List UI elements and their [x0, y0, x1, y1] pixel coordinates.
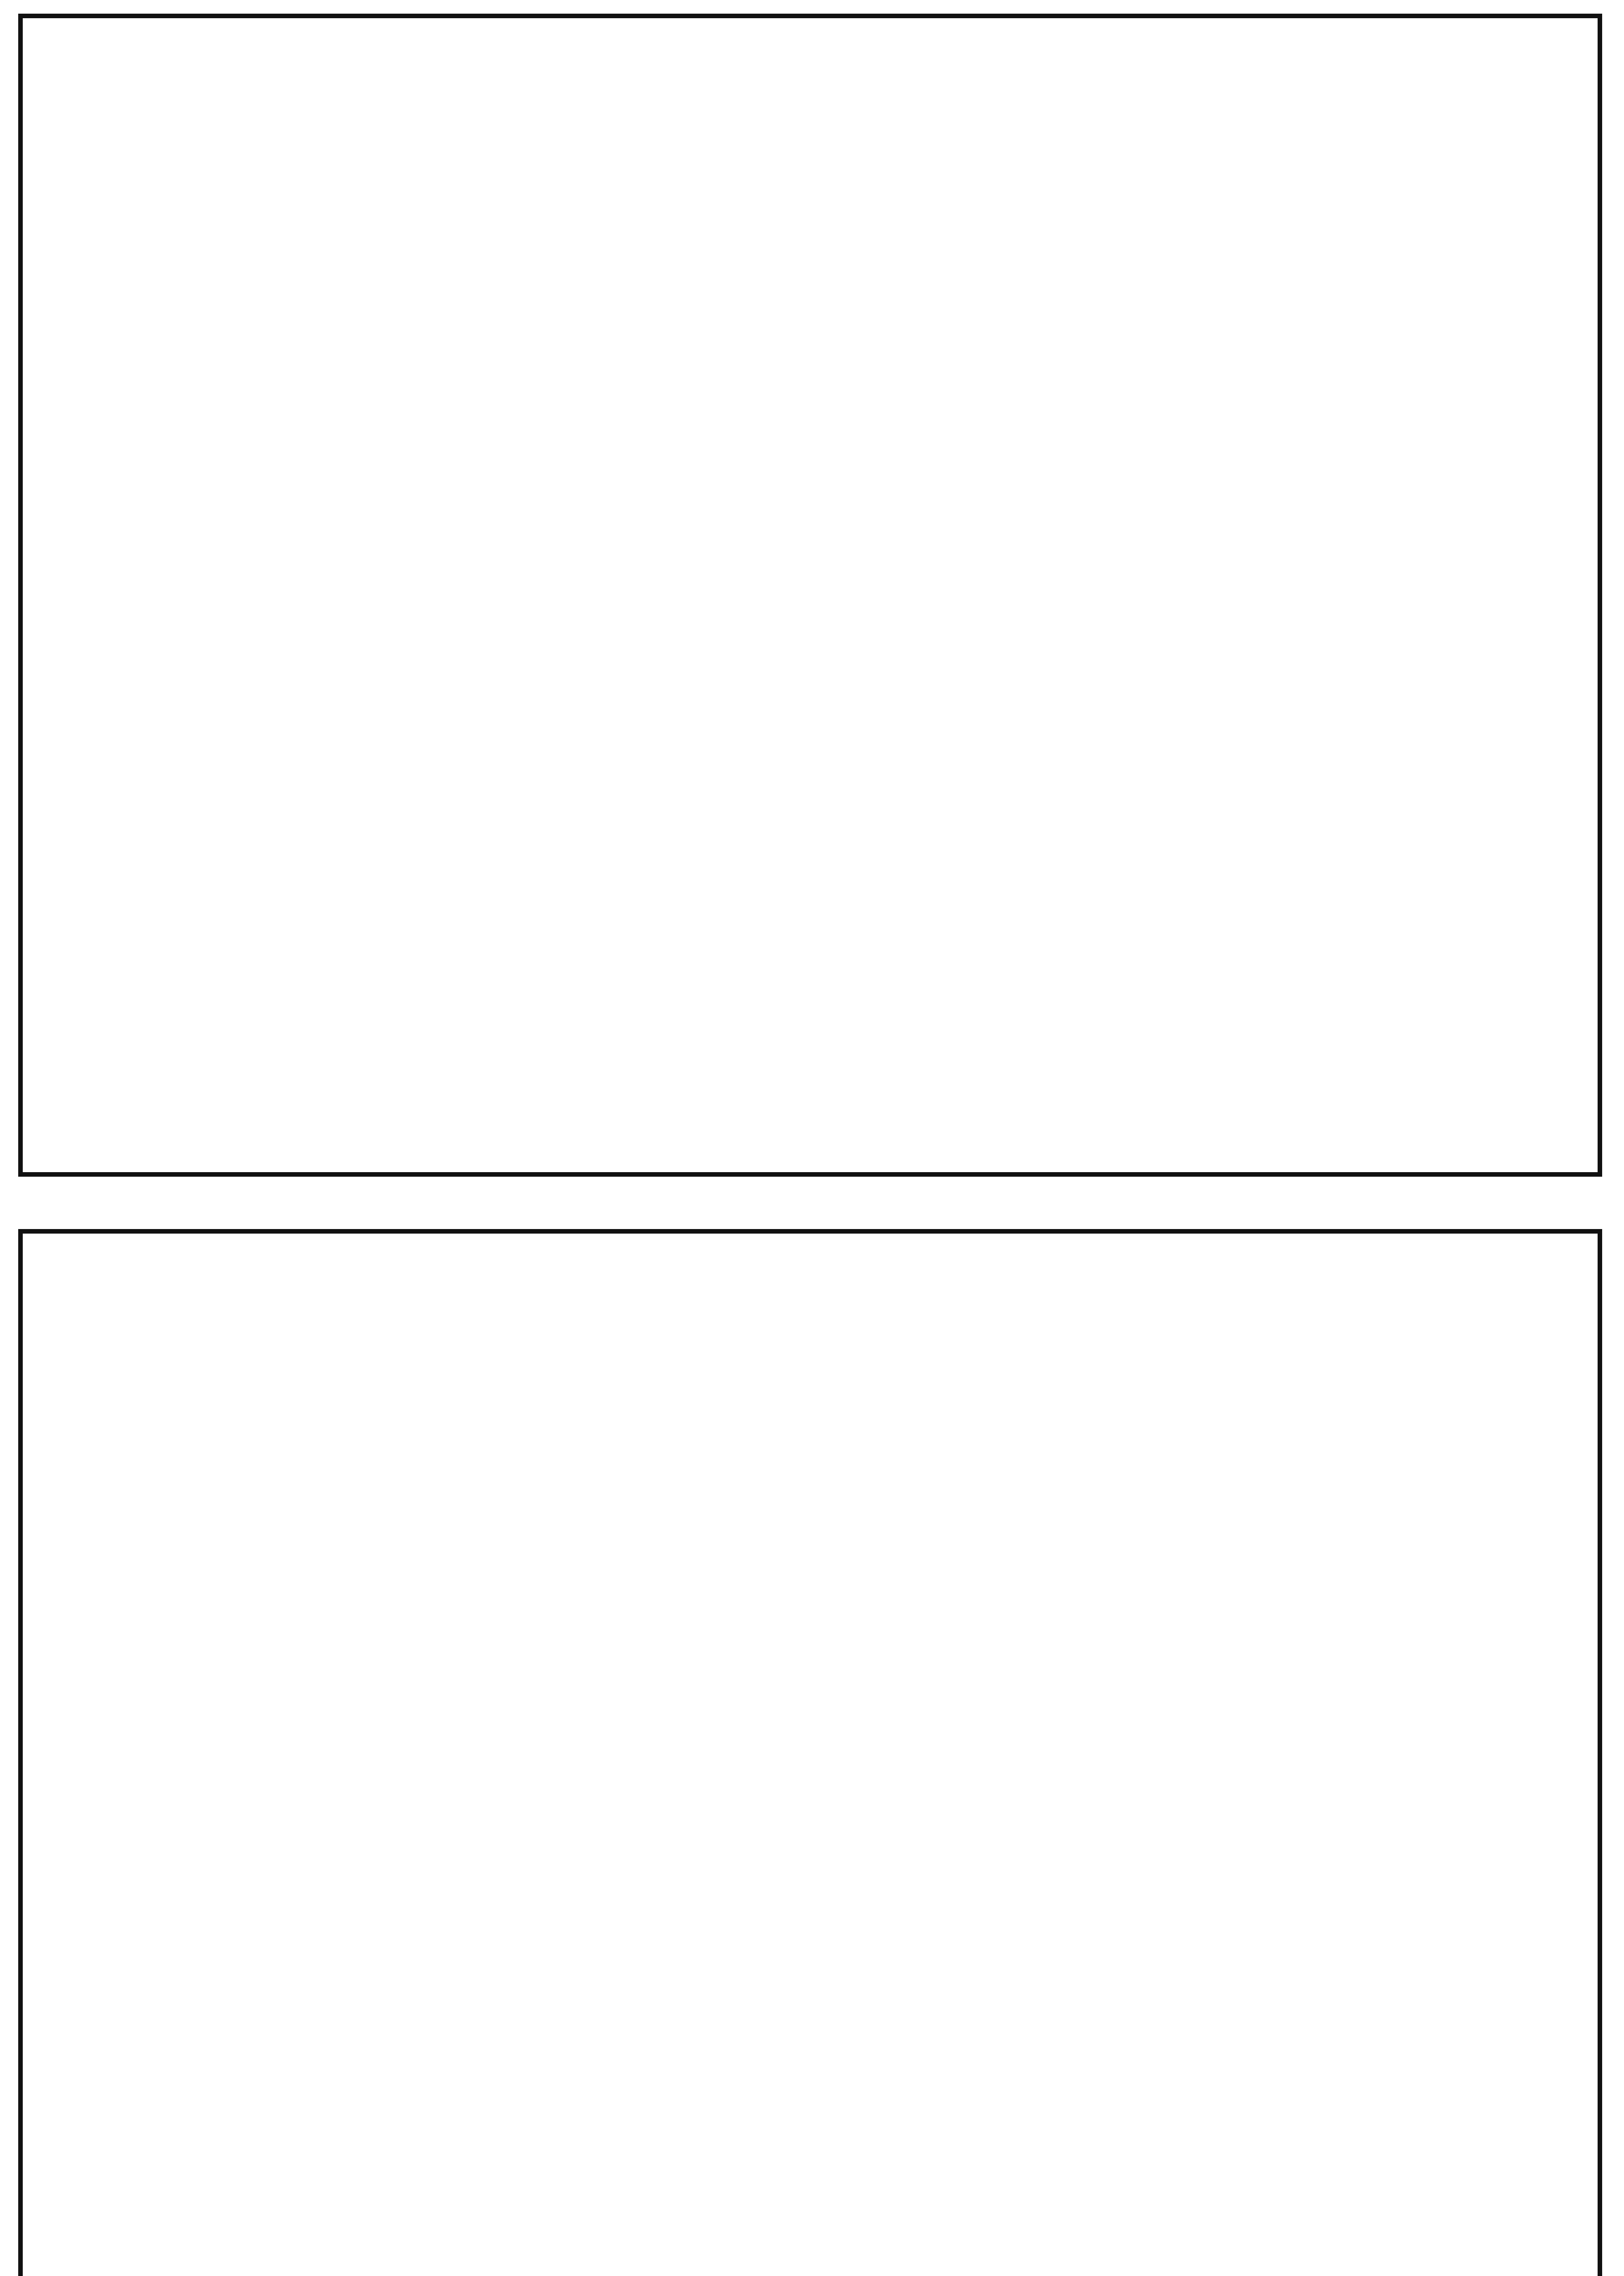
bottom-page	[18, 1229, 1602, 2276]
top-page	[18, 14, 1602, 1177]
top-page-columns	[32, 26, 1588, 1164]
bottom-page-columns	[32, 1242, 1588, 2276]
